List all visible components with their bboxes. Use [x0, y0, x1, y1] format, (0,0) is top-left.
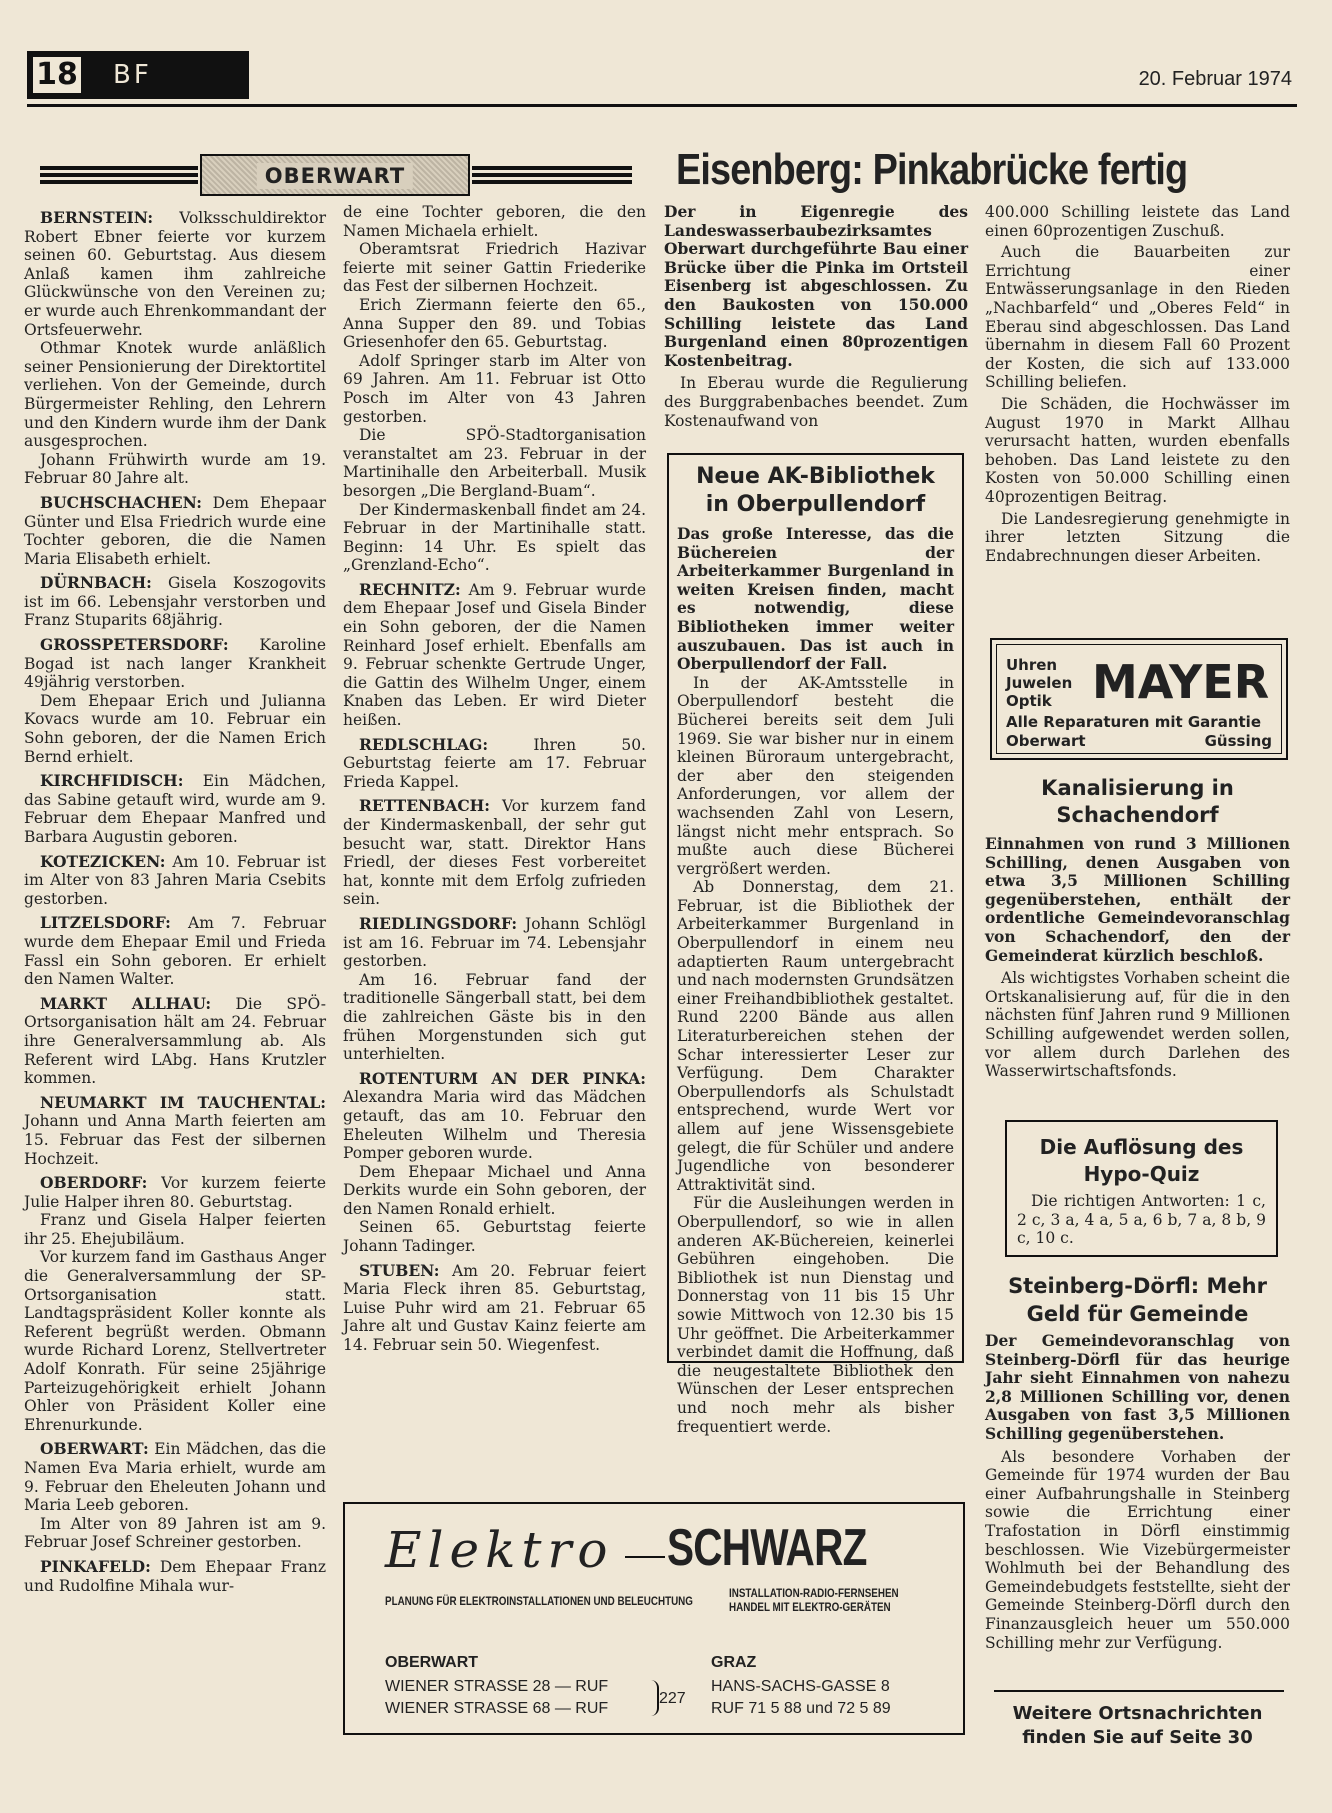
- steinberg-paragraph: Als besondere Vorhaben der Gemeinde für 1974 wurden der Bau einer Aufbahrungshalle in Steinberg sowie die Errichtung einer Trafostation in Dörfl einstimmig beschlossen. Wie Vizebürgermeister Wohlmuth bei der Behandlung des Gemeindebudgets feststellte, sieht der Gemeinde Steinberg-Dörfl durch den Finanzausgleich heuer um 550.000 Schilling mehr zur Verfügung.: [985, 1447, 1290, 1652]
- news-item: [24, 995, 326, 1088]
- news-paragraph: [343, 1163, 646, 1219]
- mayer-ad: [990, 638, 1288, 760]
- item-text: Am 20. Februar feiert Maria Fleck ihren 85. Geburtstag, Luise Puhr wird am 21. Februar 65 Jahre alt und Gustav Kainz feierte am 14. Februar sein 50. Wiegenfest.: [343, 1261, 646, 1355]
- item-text: Dem Ehepaar Franz und Rudolfine Mihala wur-: [24, 1557, 326, 1595]
- schwarz-dash: [625, 1556, 665, 1558]
- schwarz-address-2: WIENER STRASSE 68 — RUF: [385, 1700, 609, 1717]
- mayer-name: MAYER: [1092, 655, 1270, 709]
- news-item: [24, 1174, 326, 1211]
- issue-date: 20. Februar 1974: [1138, 68, 1292, 90]
- news-paragraph: [343, 352, 646, 426]
- news-item: [343, 915, 646, 971]
- page-number-block: [27, 51, 249, 99]
- kanal-headline: Kanalisierung in Schachendorf: [1041, 776, 1234, 827]
- mayer-line-uhren: Uhren: [1006, 656, 1058, 674]
- news-paragraph: [24, 1515, 326, 1552]
- item-text: Ein Mädchen, das die Namen Eva Maria erhielt, wurde am 9. Februar den Eheleuten Johann und Maria Leeb geboren.: [24, 1440, 326, 1515]
- kanal-paragraph: Als wichtigstes Vorhaben scheint die Ortskanalisierung auf, für die in den nächsten fünf Jahren rund 9 Millionen Schilling aufgewendet werden sollen, vor allem durch Darlehen des Wasserwirtschaftsfonds.: [985, 969, 1290, 1081]
- schwarz-city-oberwart: OBERWART: [385, 1654, 479, 1671]
- section-rule-left-mid: [40, 173, 198, 177]
- news-paragraph: [24, 339, 326, 451]
- schwarz-sub-right2: HANDEL MIT ELEKTRO-GERÄTEN: [729, 1600, 891, 1614]
- news-paragraph: [24, 1211, 326, 1248]
- item-text: Erich Ziermann feierte den 65., Anna Supper den 89. und Tobias Griesenhofer den 65. Geburtstag.: [343, 295, 646, 352]
- place-name: RIEDLINGSDORF:: [359, 913, 518, 933]
- schwarz-address-1: WIENER STRASSE 28 — RUF: [385, 1678, 609, 1695]
- schwarz-sub-right1: INSTALLATION-RADIO-FERNSEHEN: [729, 1586, 899, 1600]
- kanal-lead: Einnahmen von rund 3 Millionen Schilling, denen Ausgaben von etwa 3,5 Millionen Schilling gegenüberstehen, enthält der ordentliche Gemeindevoranschlag von Schachendorf, den der Gemeinderat kürzlich beschloß.: [985, 834, 1290, 965]
- item-text: Johann und Anna Marth feierten am 15. Februar das Fest der silbernen Hochzeit.: [24, 1112, 326, 1168]
- schwarz-city-graz: GRAZ: [711, 1654, 757, 1671]
- mayer-town-right: Güssing: [1204, 732, 1272, 750]
- news-item: [24, 209, 326, 339]
- schwarz-ad: [343, 1502, 965, 1735]
- quiz-headline: Die Auflösung des Hypo-Quiz: [1039, 1135, 1244, 1186]
- schwarz-address-3: HANS-SACHS-GASSE 8: [711, 1678, 890, 1695]
- mayer-town-left: Oberwart: [1006, 732, 1086, 750]
- item-text: Adolf Springer starb im Alter von 69 Jahren. Am 11. Februar ist Otto Posch im Alter von 43 Jahren gestorben.: [343, 351, 646, 426]
- news-item: [343, 736, 646, 792]
- oberwart-column-2: [343, 203, 646, 1355]
- news-paragraph: [343, 240, 646, 296]
- item-text: Johann Frühwirth wurde am 19. Februar 80 Jahre alt.: [24, 450, 326, 488]
- schwarz-name: SCHWARZ: [667, 1519, 867, 1577]
- news-item: [24, 853, 326, 909]
- header-rule: [27, 104, 1297, 107]
- steinberg-lead: Der Gemeindevoranschlag von Steinberg-Dörfl für das heurige Jahr sieht Einnahmen von nahezu 2,8 Millionen Schilling vor, denen Ausgaben von fast 3,5 Millionen Schilling gegenüberstehen.: [985, 1331, 1290, 1443]
- place-name: RECHNITZ:: [359, 579, 461, 599]
- place-name: RETTENBACH:: [359, 796, 491, 816]
- place-name: MARKT ALLHAU:: [40, 993, 212, 1013]
- eisenberg-paragraph: Die Schäden, die Hochwässer im August 1970 in Markt Allhau verursacht hatten, wurden ebenfalls behoben. Das Land leistete zu den Kosten von 50.000 Schilling einen 40prozentigen Beitrag.: [985, 394, 1290, 506]
- news-item: [24, 772, 326, 846]
- item-text: Die SPÖ-Stadtorganisation veranstaltet am 23. Februar in der Martinihalle den Arbeiterball. Musik besorgen „Die Bergland-Buam“.: [343, 426, 646, 500]
- item-text: Die SPÖ-Ortsorganisation hält am 24. Februar ihre Generalversammlung ab. Als Referent wird LAbg. Hans Krutzler kommen.: [24, 994, 326, 1088]
- steinberg-article: [985, 1272, 1290, 1652]
- item-text: Johann Schlögl ist am 16. Februar im 74. Lebensjahr gestorben.: [343, 914, 646, 971]
- quiz-answers: Die richtigen Antworten: 1 c, 2 c, 3 a, 4 a, 5 a, 6 b, 7 a, 8 b, 9 c, 10 c.: [1017, 1192, 1266, 1248]
- ak-headline: Neue AK-Bibliothek in Oberpullendorf: [696, 464, 935, 517]
- footer-rule: [994, 1690, 1284, 1692]
- item-text: Othmar Knotek wurde anläßlich seiner Pensionierung der Direktortitel verliehen. Von der Gemeinde, durch Bürgermeister Rehling, den Lehrern und den Kindern wurde ihm der Dank ausgesprochen.: [24, 339, 326, 451]
- place-name: BERNSTEIN:: [40, 208, 154, 227]
- item-text: Am 10. Februar ist im Alter von 83 Jahren Maria Csebits gestorben.: [24, 852, 326, 908]
- news-item: [343, 581, 646, 730]
- item-text: Am 16. Februar fand der traditionelle Sängerball statt, bei dem die zahlreichen Gäste bis in den frühen Morgenstunden sich gut unterhielten.: [343, 970, 646, 1064]
- eisenberg-paragraph: Auch die Bauarbeiten zur Errichtung einer Entwässerungsanlage in den Rieden „Nachbarfeld“ und „Oberes Feld“ in Eberau sind abgeschlossen. Das Land übernahm in diesem Fall 60 Prozent der Kosten, die sich auf 133.000 Schilling beliefen.: [985, 243, 1290, 392]
- eisenberg-lead: Der in Eigenregie des Landeswasserbaubezirksamtes Oberwart durchgeführte Bau einer Brücke über die Pinka im Ortsteil Eisenberg ist abgeschlossen. Zu den Baukosten von 150.000 Schilling leistete das Land Burgenland einen 80prozentigen Kostenbeitrag.: [664, 202, 968, 370]
- item-text: Ein Mädchen, das Sabine getauft wird, wurde am 9. Februar dem Ehepaar Manfred und Barbara Augustin geboren.: [24, 772, 326, 846]
- news-item: [343, 797, 646, 909]
- item-text: Franz und Gisela Halper feierten ihr 25. Ehejubiläum.: [24, 1211, 326, 1248]
- ak-paragraph: In der AK-Amtsstelle in Oberpullendorf besteht die Bücherei bereits seit dem Juli 1969. Sie war bisher nur in einem kleinen Büroraum untergebracht, der aber den steigenden Anforderungen, vor allem der wachsenden Zahl von Lesern, längst nicht mehr entsprach. So mußte auch diese Bücherei vergrößert werden.: [677, 673, 954, 878]
- news-paragraph: [343, 971, 646, 1064]
- item-text: Karoline Bogad ist nach langer Krankheit 49jährig verstorben.: [24, 636, 326, 692]
- item-text: Am 7. Februar wurde dem Ehepaar Emil und Frieda Fassl ein Sohn geboren. Er erhielt den Namen Walter.: [24, 914, 326, 989]
- mayer-slogan: Alle Reparaturen mit Garantie: [1006, 713, 1261, 731]
- news-paragraph: [343, 203, 646, 240]
- news-item: [343, 1262, 646, 1355]
- eisenberg-paragraph: Die Landesregierung genehmigte in ihrer letzten Sitzung die Endabrechnungen dieser Arbeiten.: [985, 509, 1290, 565]
- news-item: [24, 636, 326, 692]
- item-text: Volksschuldirektor Robert Ebner feierte vor kurzem seinen 60. Geburtstag. Aus diesem Anlaß kamen ihm zahlreiche Glückwünsche von den Vereinen zu; er wurde auch Ehrenkommandant der Ortsfeuerwehr.: [24, 209, 326, 339]
- schwarz-script: Elektro: [385, 1521, 614, 1579]
- ak-paragraph: Ab Donnerstag, dem 21. Februar, ist die Bibliothek der Arbeiterkammer Burgenland in Oberpullendorf in einem neu adaptierten Raum untergebracht und nach modernsten Grundsätzen einer Freihandbibliothek gestaltet. Rund 2200 Bände aus allen Literaturbereichen stehen der Schar interessierter Leser zur Verfügung. Dem Charakter Oberpullendorfs als Schulstadt entsprechend, wurde Wert vor allem auf jene Wissensgebiete gelegt, die für Schüler und andere Jugendliche von besonderer Attraktivität sind.: [677, 878, 954, 1194]
- place-name: GROSSPETERSDORF:: [40, 635, 229, 655]
- place-name: BUCHSCHACHEN:: [40, 492, 202, 512]
- steinberg-headline: Steinberg-Dörfl: Mehr Geld für Gemeinde: [1008, 1274, 1267, 1326]
- ak-content: [677, 463, 954, 1436]
- news-item: [24, 1094, 326, 1168]
- news-item: [24, 1558, 326, 1595]
- oberwart-column-1: [24, 203, 326, 1595]
- news-paragraph: [24, 692, 326, 766]
- place-name: ROTENTURM AN DER PINKA:: [359, 1068, 646, 1088]
- item-text: Oberamtsrat Friedrich Hazivar feierte mit seiner Gattin Friederike das Fest der silbernen Hochzeit.: [343, 240, 646, 296]
- schwarz-brace: [651, 1680, 659, 1716]
- section-rule-right-mid: [472, 173, 632, 177]
- place-name: REDLSCHLAG:: [359, 734, 489, 754]
- item-text: Seinen 65. Geburtstag feierte Johann Tadinger.: [343, 1218, 646, 1256]
- place-name: LITZELSDORF:: [40, 913, 171, 933]
- item-text: Dem Ehepaar Michael und Anna Derkits wurde ein Sohn geboren, der den Namen Ronald erhielt.: [343, 1162, 646, 1218]
- ak-lead: Das große Interesse, das die Büchereien der Arbeiterkammer Burgenland in weiten Kreisen finden, macht es notwendig, diese Bibliotheken immer weiter auszubauen. Das ist auch in Oberpullendorf der Fall.: [677, 524, 954, 674]
- ak-body: [677, 674, 954, 1436]
- item-text: Gisela Koszogovits ist im 66. Lebensjahr verstorben und Franz Stuparits 68jährig.: [24, 574, 326, 630]
- mayer-line-juwelen: Juwelen: [1006, 674, 1073, 692]
- place-name: OBERWART:: [40, 1439, 149, 1459]
- eisenberg-paragraph: In Eberau wurde die Regulierung des Burggrabenbaches beendet. Zum Kostenaufwand von: [664, 374, 968, 430]
- place-name: KIRCHFIDISCH:: [40, 771, 184, 791]
- schwarz-phone-1: 227: [659, 1690, 686, 1707]
- eisenberg-column-4: [985, 203, 1290, 565]
- eisenberg-paragraph: 400.000 Schilling leistete das Land einen 60prozentigen Zuschuß.: [985, 203, 1290, 240]
- item-text: Der Kindermaskenball findet am 24. Februar in der Martinihalle statt. Beginn: 14 Uhr. Es spielt das „Grenzland-Echo“.: [343, 500, 646, 575]
- kanal-article: [985, 775, 1290, 1081]
- oberwart-label-box: [200, 154, 470, 196]
- place-name: OBERDORF:: [40, 1173, 148, 1193]
- ak-paragraph: Für die Ausleihungen werden in Oberpullendorf, so wie in allen anderen AK-Büchereien, keinerlei Gebühren eingehoben. Die Bibliothek ist nun Dienstag und Donnerstag von 11 bis 15 Uhr sowie Mittwoch von 12.30 bis 15 Uhr geöffnet. Die Arbeiterkammer verbindet damit die Hoffnung, daß die neugestaltete Bibliothek den Wünschen der Leser entsprechen und noch mehr als bisher frequentiert werde.: [677, 1194, 954, 1436]
- news-paragraph: [343, 426, 646, 500]
- eisenberg-column-3: [664, 203, 968, 430]
- item-text: Im Alter von 89 Jahren ist am 9. Februar Josef Schreiner gestorben.: [24, 1514, 326, 1552]
- news-paragraph: [343, 296, 646, 352]
- news-paragraph: [24, 1248, 326, 1434]
- news-paragraph: [343, 1218, 646, 1255]
- news-item: [24, 574, 326, 630]
- quiz-box: [1005, 1120, 1278, 1257]
- schwarz-sub-left: PLANUNG FÜR ELEKTROINSTALLATIONEN UND BELEUCHTUNG: [385, 1594, 693, 1608]
- eisenberg-headline: Eisenberg: Pinkabrücke fertig: [676, 145, 1188, 194]
- news-paragraph: [343, 501, 646, 575]
- item-text: Vor kurzem fand der Kindermaskenball, der sehr gut besucht war, statt. Direktor Hans Friedl, der dieses Fest vorbereitet hat, konnte mit dem Erfolg zufrieden sein.: [343, 797, 646, 909]
- place-name: DÜRNBACH:: [40, 573, 152, 593]
- oberwart-label: OBERWART: [257, 163, 413, 189]
- footer-note-line1: Weitere Ortsnachrichten: [1012, 1703, 1263, 1724]
- place-name: STUBEN:: [359, 1260, 440, 1280]
- item-text: Vor kurzem feierte Julie Halper ihren 80. Geburtstag.: [24, 1174, 326, 1211]
- schwarz-phone-2: RUF 71 5 88 und 72 5 89: [711, 1700, 891, 1717]
- news-item: [24, 914, 326, 988]
- news-item: [343, 1070, 646, 1163]
- item-text: Dem Ehepaar Erich und Julianna Kovacs wurde am 10. Februar ein Sohn geboren, der die Namen Erich Bernd erhielt.: [24, 691, 326, 766]
- footer-note: [985, 1702, 1290, 1750]
- footer-note-line2: finden Sie auf Seite 30: [1022, 1727, 1253, 1748]
- place-name: NEUMARKT IM TAUCHENTAL:: [40, 1092, 326, 1112]
- mayer-line-optik: Optik: [1006, 692, 1052, 710]
- item-text: Alexandra Maria wird das Mädchen getauft, das am 10. Februar den Eheleuten Wilhelm und Theresia Pomper geboren wurde.: [343, 1088, 646, 1163]
- item-text: Am 9. Februar wurde dem Ehepaar Josef und Gisela Binder ein Sohn geboren, der die Namen Reinhard Josef erhielt. Ebenfalls am 9. Februar schenkte Gertrude Unger, die Gattin des Wilhelm Unger, einem Knaben das Leben. Er wird Dieter heißen.: [343, 580, 646, 730]
- item-text: de eine Tochter geboren, die den Namen Michaela erhielt.: [343, 203, 646, 240]
- item-text: Ihren 50. Geburtstag feierte am 17. Februar Frieda Kappel.: [343, 735, 646, 791]
- item-text: Vor kurzem fand im Gasthaus Anger die Generalversammlung der SP-Ortsorganisation statt. Landtagspräsident Koller konnte als Referent begrüßt werden. Obmann wurde Richard Lorenz, Stellvertreter Adolf Konrath. Für seine 25jährige Parteizugehörigkeit erhielt Johann Ohler von Präsident Koller eine Ehrenurkunde.: [24, 1248, 326, 1434]
- page-number: 18: [33, 57, 81, 93]
- section-label: BF: [113, 60, 152, 90]
- item-text: Dem Ehepaar Günter und Elsa Friedrich wurde eine Tochter geboren, die die Namen Maria Elisabeth erhielt.: [24, 493, 326, 568]
- news-item: [24, 1440, 326, 1514]
- news-paragraph: [24, 451, 326, 488]
- place-name: KOTEZICKEN:: [40, 851, 166, 871]
- place-name: PINKAFELD:: [40, 1556, 151, 1576]
- news-item: [24, 494, 326, 568]
